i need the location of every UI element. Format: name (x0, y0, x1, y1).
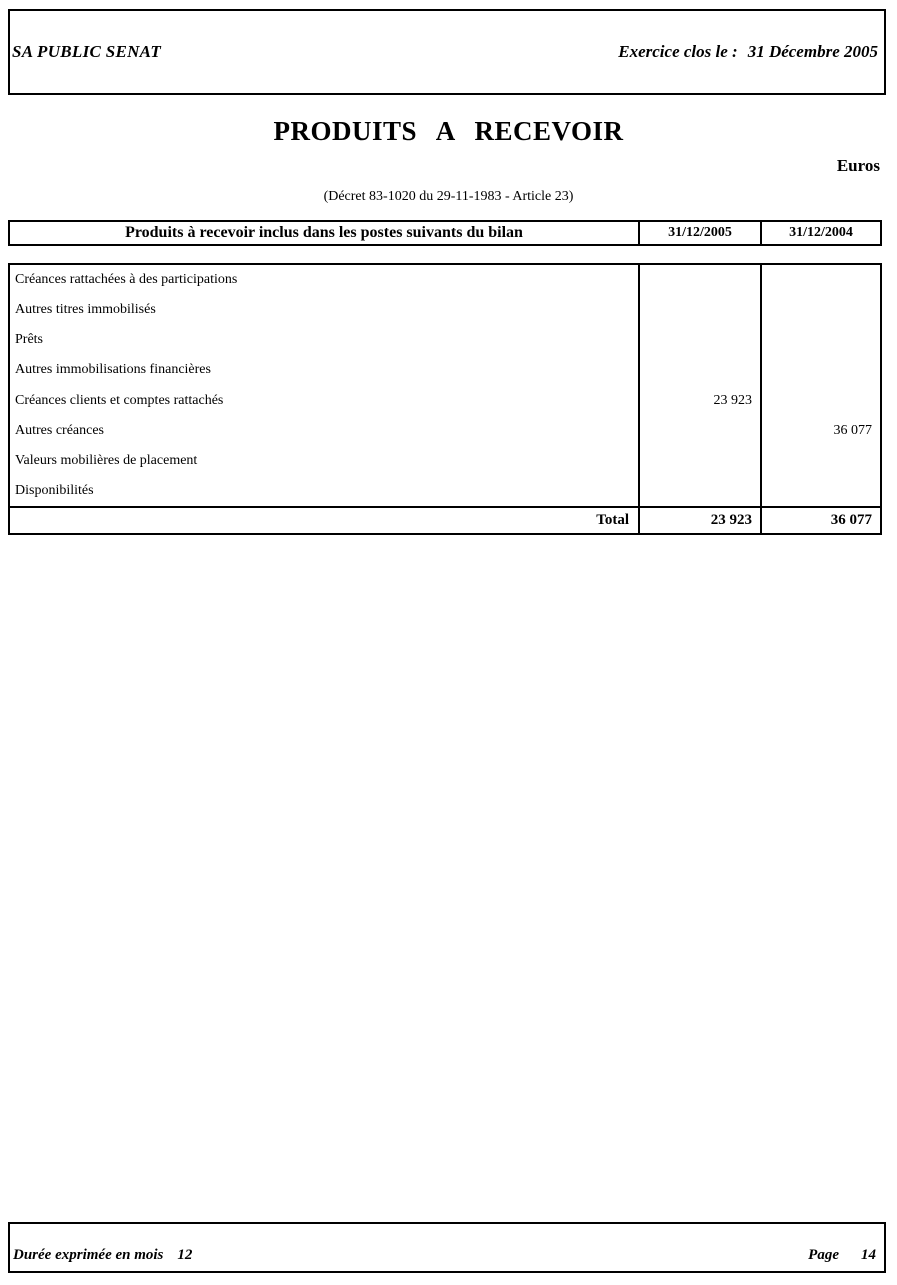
table-row (10, 476, 880, 506)
page-footer-box (8, 1222, 886, 1273)
total-value-2005: 23 923 (638, 508, 760, 533)
decree-note: (Décret 83-1020 du 29-11-1983 - Article 23) (323, 189, 574, 204)
row-label: Valeurs mobilières de placement (15, 452, 198, 468)
row-value-2004 (760, 476, 880, 506)
table-header-col-2005: 31/12/2005 (638, 222, 760, 244)
duration-note (13, 1247, 192, 1264)
row-value-2004 (760, 386, 880, 416)
exercise-close-date (618, 42, 884, 62)
total-value-2004: 36 077 (760, 508, 880, 533)
currency-label: Euros (836, 156, 880, 175)
table-header-label: Produits à recevoir inclus dans les postes suivants du bilan (125, 224, 523, 241)
row-value-2005 (638, 355, 760, 385)
row-value-2004 (760, 446, 880, 476)
row-value-2004 (760, 355, 880, 385)
row-value-2005 (638, 446, 760, 476)
row-value-2005 (638, 295, 760, 325)
row-value-2004 (760, 325, 880, 355)
company-name: SA PUBLIC SENAT (12, 42, 162, 61)
row-value-2004 (760, 265, 880, 295)
duration-value: 12 (177, 1247, 193, 1263)
page-header-box (8, 9, 886, 95)
table-total-row (10, 506, 880, 533)
page-label: Page (808, 1247, 839, 1263)
page-title: PRODUITS A RECEVOIR (273, 116, 624, 146)
row-value-2005 (638, 265, 760, 295)
table-row (10, 446, 880, 476)
row-value-2004: 36 077 (760, 416, 880, 446)
table-row (10, 265, 880, 295)
row-value-2004 (760, 295, 880, 325)
table-row (10, 355, 880, 385)
table-rows (10, 265, 880, 506)
duration-label: Durée exprimée en mois (13, 1247, 164, 1263)
exercise-date: 31 Décembre 2005 (747, 42, 878, 61)
page-indicator (808, 1247, 876, 1264)
table-row (10, 416, 880, 446)
row-value-2005 (638, 416, 760, 446)
table-body (8, 263, 882, 535)
row-label: Autres titres immobilisés (15, 302, 156, 318)
page-number: 14 (861, 1247, 876, 1263)
table-row (10, 325, 880, 355)
row-value-2005: 23 923 (638, 386, 760, 416)
table-row (10, 295, 880, 325)
row-value-2005 (638, 325, 760, 355)
row-label: Créances rattachées à des participations (15, 272, 238, 288)
row-label: Disponibilités (15, 482, 94, 498)
total-label: Total (596, 512, 629, 528)
table-header-row (8, 220, 882, 246)
row-label: Autres immobilisations financières (15, 362, 211, 378)
row-value-2005 (638, 476, 760, 506)
exercise-label: Exercice clos le : (618, 42, 738, 61)
table-header-col-2004: 31/12/2004 (760, 222, 880, 244)
row-label: Créances clients et comptes rattachés (15, 392, 224, 408)
table-row (10, 386, 880, 416)
row-label: Prêts (15, 332, 43, 348)
row-label: Autres créances (15, 422, 105, 438)
